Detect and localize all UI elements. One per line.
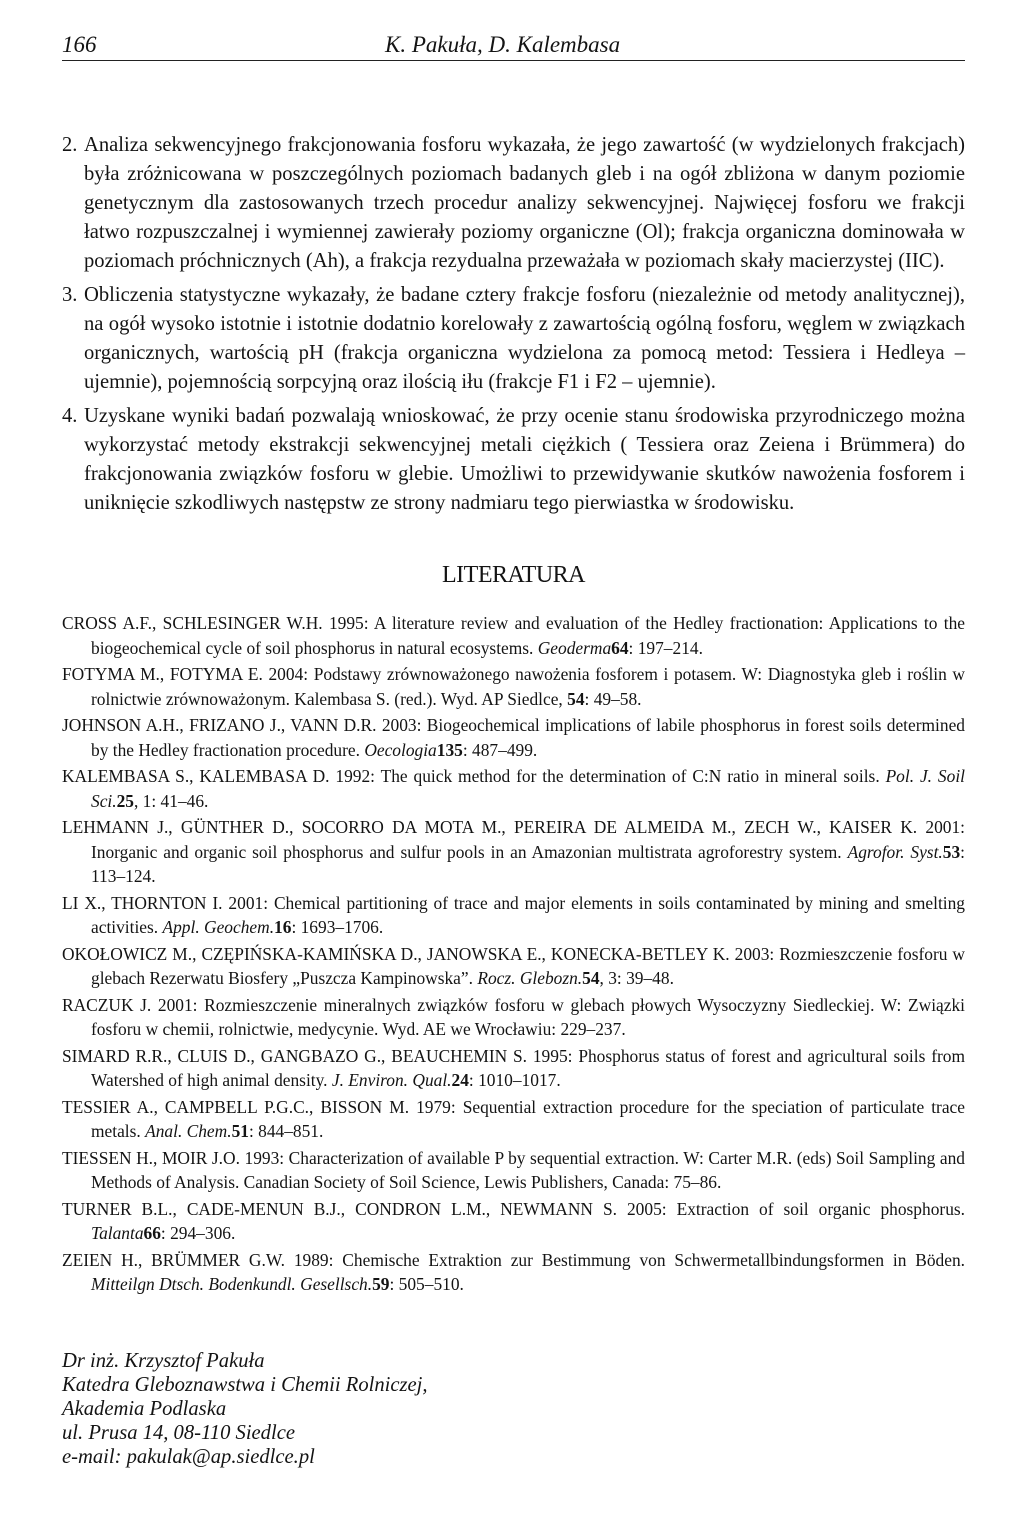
item-number: 4. xyxy=(62,405,78,427)
reference-list xyxy=(62,611,965,1297)
reference-volume: 16 xyxy=(274,917,292,937)
reference-pages: : 505–510. xyxy=(389,1274,464,1294)
author-affiliation xyxy=(62,1349,965,1469)
reference-item xyxy=(62,662,965,711)
reference-item xyxy=(62,993,965,1042)
reference-text: RACZUK J. 2001: Rozmieszczenie mineralnych związków fosforu w glebach płowych Wysoczyzny Siedleckiej. W: Związki fosforu w chemii, rolnictwie, medycynie. Wyd. AE we Wrocławiu: 229–237. xyxy=(62,994,965,1039)
reference-item xyxy=(62,942,965,991)
reference-text: OKOŁOWICZ M., CZĘPIŃSKA-KAMIŃSKA D., JANOWSKA E., KONECKA-BETLEY K. 2003: Rozmieszczenie fosforu w glebach Rezerwatu Biosfery „Puszcza Kampinowska”. xyxy=(62,943,965,988)
reference-item xyxy=(62,1095,965,1144)
item-number: 2. xyxy=(62,134,78,156)
reference-journal: Oecologia xyxy=(364,739,437,760)
reference-text: CROSS A.F., SCHLESINGER W.H. 1995: A literature review and evaluation of the Hedley fractionation: Applications to the biogeochemical cycle of soil phosphorus in natural ecosystems. xyxy=(62,613,965,658)
page xyxy=(62,30,965,1469)
conclusion-item xyxy=(62,131,965,276)
reference-item xyxy=(62,611,965,660)
reference-volume: 24 xyxy=(451,1070,469,1090)
reference-pages: : 487–499. xyxy=(462,739,538,760)
reference-volume: 51 xyxy=(231,1121,249,1141)
running-header xyxy=(62,30,965,61)
reference-pages: : 1693–1706. xyxy=(291,917,384,937)
reference-text: TIESSEN H., MOIR J.O. 1993: Characterization of available P by sequential extraction. W: Carter M.R. (eds) Soil Sampling and Methods of Analysis. Canadian Society of Soil Science, Lewis Publishers, Canada: 75–86. xyxy=(62,1147,965,1192)
reference-journal: Agrofor. Syst. xyxy=(847,841,943,862)
reference-item xyxy=(62,815,965,889)
reference-volume: 54 xyxy=(567,688,585,709)
conclusion-item xyxy=(62,402,965,518)
reference-pages: : 49–58. xyxy=(584,688,642,709)
reference-text: JOHNSON A.H., FRIZANO J., VANN D.R. 2003: Biogeochemical implications of labile phosphorus in forest soils determined by the Hedley fractionation procedure. xyxy=(62,715,965,760)
reference-text: ZEIEN H., BRÜMMER G.W. 1989: Chemische Extraktion zur Bestimmung von Schwermetallbindungsformen in Böden. xyxy=(62,1249,965,1270)
reference-volume: 135 xyxy=(436,739,463,760)
reference-text: LI X., THORNTON I. 2001: Chemical partitioning of trace and major elements in soils contaminated by mining and smelting activities. xyxy=(62,892,965,937)
reference-volume: 66 xyxy=(143,1223,161,1243)
reference-journal: Rocz. Glebozn. xyxy=(477,968,583,988)
section-title: LITERATURA xyxy=(442,562,585,588)
reference-item xyxy=(62,1248,965,1297)
reference-journal: Appl. Geochem. xyxy=(162,917,275,937)
reference-pages: : 294–306. xyxy=(160,1223,236,1243)
item-text: Analiza sekwencyjnego frakcjonowania fosforu wykazała, że jego zawartość (w wydzielonych frakcjach) była zróżnicowana w poszczególnych poziomach badanych gleb i na ogół zbliżona w danym poziomie genetycznym dla zastosowanych trzech procedur analizy sekwencyjnej. Najwięcej fosforu we frakcji łatwo rozpuszczalnej i wymiennej zawierały poziomy organiczne (Ol); frakcja organiczna dominowała w poziomach próchnicznych (Ah), a frakcja rezydualna przeważała w poziomach skały macierzystej (IIC). xyxy=(84,134,965,272)
department: Katedra Gleboznawstwa i Chemii Rolniczej, xyxy=(62,1373,428,1396)
address: ul. Prusa 14, 08-110 Siedlce xyxy=(62,1421,295,1444)
reference-journal: J. Environ. Qual. xyxy=(331,1070,452,1090)
reference-volume: 25 xyxy=(116,790,134,811)
reference-volume: 53 xyxy=(942,841,961,862)
item-number: 3. xyxy=(62,284,78,306)
reference-volume: 59 xyxy=(372,1274,390,1294)
reference-text: LEHMANN J., GÜNTHER D., SOCORRO DA MOTA M., PEREIRA DE ALMEIDA M., ZECH W., KAISER K. 2001: Inorganic and organic soil phosphorus and sulfur pools in an Amazonian multistrata agroforestry system. xyxy=(62,817,965,862)
reference-pages: : 197–214. xyxy=(628,637,703,658)
reference-item xyxy=(62,1044,965,1093)
reference-pages: , 1: 41–46. xyxy=(133,790,209,811)
reference-item xyxy=(62,1146,965,1195)
reference-pages: : 113–124. xyxy=(91,841,965,886)
reference-text: FOTYMA M., FOTYMA E. 2004: Podstawy zrównoważonego nawożenia fosforem i potasem. W: Diagnostyka gleb i roślin w rolnictwie zrównoważonym. Kalembasa S. (red.). Wyd. AP Siedlce, xyxy=(62,664,965,709)
reference-volume: 54 xyxy=(582,968,600,988)
reference-pages: : 1010–1017. xyxy=(468,1070,561,1090)
reference-text: KALEMBASA S., KALEMBASA D. 1992: The quick method for the determination of C:N ratio in mineral soils. xyxy=(62,766,886,786)
conclusion-item xyxy=(62,281,965,397)
author-name: Dr inż. Krzysztof Pakuła xyxy=(62,1349,265,1372)
reference-pages: , 3: 39–48. xyxy=(599,968,674,988)
reference-journal: Anal. Chem. xyxy=(145,1121,232,1141)
running-authors: K. Pakuła, D. Kalembasa xyxy=(385,32,621,57)
reference-text: SIMARD R.R., CLUIS D., GANGBAZO G., BEAUCHEMIN S. 1995: Phosphorus status of forest and agricultural soils from Watershed of high animal density. xyxy=(62,1045,965,1090)
reference-item xyxy=(62,713,965,762)
reference-item xyxy=(62,1197,965,1246)
page-number: 166 xyxy=(62,32,97,57)
reference-text: TESSIER A., CAMPBELL P.G.C., BISSON M. 1979: Sequential extraction procedure for the speciation of particulate trace metals. xyxy=(62,1096,965,1141)
reference-journal: Pol. J. Soil Sci. xyxy=(91,766,965,811)
email: e-mail: pakulak@ap.siedlce.pl xyxy=(62,1445,315,1468)
reference-item xyxy=(62,891,965,940)
reference-journal: Talanta xyxy=(91,1223,144,1243)
conclusions-list xyxy=(62,131,965,518)
reference-journal: Geoderma xyxy=(537,637,612,658)
reference-text: TURNER B.L., CADE-MENUN B.J., CONDRON L.M., NEWMANN S. 2005: Extraction of soil organic phosphorus. xyxy=(62,1198,965,1219)
item-text: Uzyskane wyniki badań pozwalają wnioskować, że przy ocenie stanu środowiska przyrodniczego można wykorzystać metody ekstrakcji sekwencyjnej metali ciężkich ( Tessiera oraz Zeiena i Brümmera) do frakcjonowania związków fosforu w glebie. Umożliwi to przewidywanie skutków nawożenia fosforem i uniknięcie szkodliwych następstw ze strony nadmiaru tego pierwiastka w środowisku. xyxy=(84,405,965,514)
item-text: Obliczenia statystyczne wykazały, że badane cztery frakcje fosforu (niezależnie od metody analitycznej), na ogół wysoko istotnie i istotnie dodatnio korelowały z zawartością ogólną fosforu, węglem w związkach organicznych, wartością pH (frakcja organiczna wydzielona za pomocą metod: Tessiera i Hedleya – ujemnie), pojemnością sorpcyjną oraz ilością iłu (frakcje F1 i F2 – ujemnie). xyxy=(84,284,965,393)
institution: Akademia Podlaska xyxy=(62,1397,227,1420)
reference-item xyxy=(62,764,965,813)
reference-journal: Mitteilgn Dtsch. Bodenkundl. Gesellsch. xyxy=(91,1274,373,1294)
reference-pages: : 844–851. xyxy=(248,1121,324,1141)
reference-volume: 64 xyxy=(611,637,629,658)
